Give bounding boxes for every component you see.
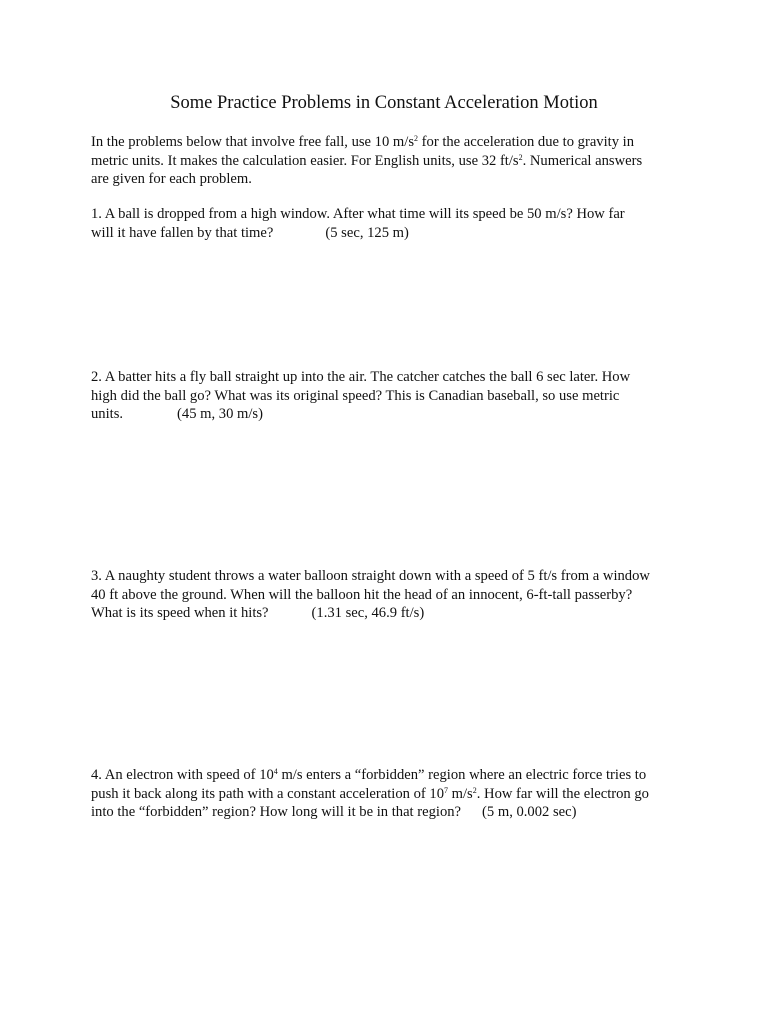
problem-2-line-1: 2. A batter hits a fly ball straight up into the air. The catcher catches the ball 6 sec later. How <box>91 369 631 385</box>
problem-3-answer: (1.31 sec, 46.9 ft/s) <box>311 605 425 621</box>
problem-text: units. <box>91 406 124 422</box>
problem-text: push it back along its path with a constant acceleration of 10 <box>91 785 444 802</box>
page-title: Some Practice Problems in Constant Acceleration Motion <box>170 93 598 113</box>
problem-text: m/s enters a “forbidden” region where an electric force tries to <box>277 767 647 783</box>
problem-1-line-2 <box>91 224 691 243</box>
problem-text: What is its speed when it hits? <box>91 605 269 621</box>
intro-text: . Numerical answers <box>522 152 643 169</box>
intro-text: In the problems below that involve free fall, use 10 m/s <box>91 134 415 150</box>
problem-text: 4. An electron with speed of 10 <box>91 767 274 783</box>
problem-1 <box>91 205 691 242</box>
problem-4 <box>91 766 691 822</box>
superscript: 2 <box>414 134 419 143</box>
problem-4-answer: (5 m, 0.002 sec) <box>482 804 577 820</box>
problem-text: m/s <box>448 785 473 802</box>
problem-text: into the “forbidden” region? How long will it be in that region? <box>91 804 462 820</box>
superscript: 2 <box>472 785 477 795</box>
superscript: 2 <box>518 152 523 162</box>
intro-line-2 <box>91 152 691 171</box>
problem-1-line-1: 1. A ball is dropped from a high window. After what time will its speed be 50 m/s? How far <box>91 206 625 222</box>
problem-text: . How far will the electron go <box>476 785 649 802</box>
problem-1-answer: (5 sec, 125 m) <box>325 224 409 241</box>
problem-3-line-2: 40 ft above the ground. When will the balloon hit the head of an innocent, 6-ft-tall passerby? <box>91 586 633 603</box>
problem-4-line-3 <box>91 803 691 822</box>
problem-4-line-2 <box>91 785 691 804</box>
intro-paragraph <box>91 133 691 189</box>
problem-2-answer: (45 m, 30 m/s) <box>177 406 263 422</box>
problem-2 <box>91 368 691 424</box>
problem-text: will it have fallen by that time? <box>91 224 274 241</box>
problem-3 <box>91 567 691 623</box>
problem-4-line-1 <box>91 766 691 785</box>
intro-line-3: are given for each problem. <box>91 171 252 187</box>
superscript: 7 <box>444 785 448 795</box>
intro-text: metric units. It makes the calculation easier. For English units, use 32 ft/s <box>91 152 519 169</box>
problem-3-line-3 <box>91 604 691 623</box>
problem-3-line-1: 3. A naughty student throws a water balloon straight down with a speed of 5 ft/s from a window <box>91 568 650 584</box>
intro-text: for the acceleration due to gravity in <box>418 134 634 150</box>
problem-2-line-2: high did the ball go? What was its original speed? This is Canadian baseball, so use metric <box>91 387 620 404</box>
problem-2-line-3 <box>91 405 691 424</box>
superscript: 4 <box>273 767 278 776</box>
intro-line-1 <box>91 133 691 152</box>
